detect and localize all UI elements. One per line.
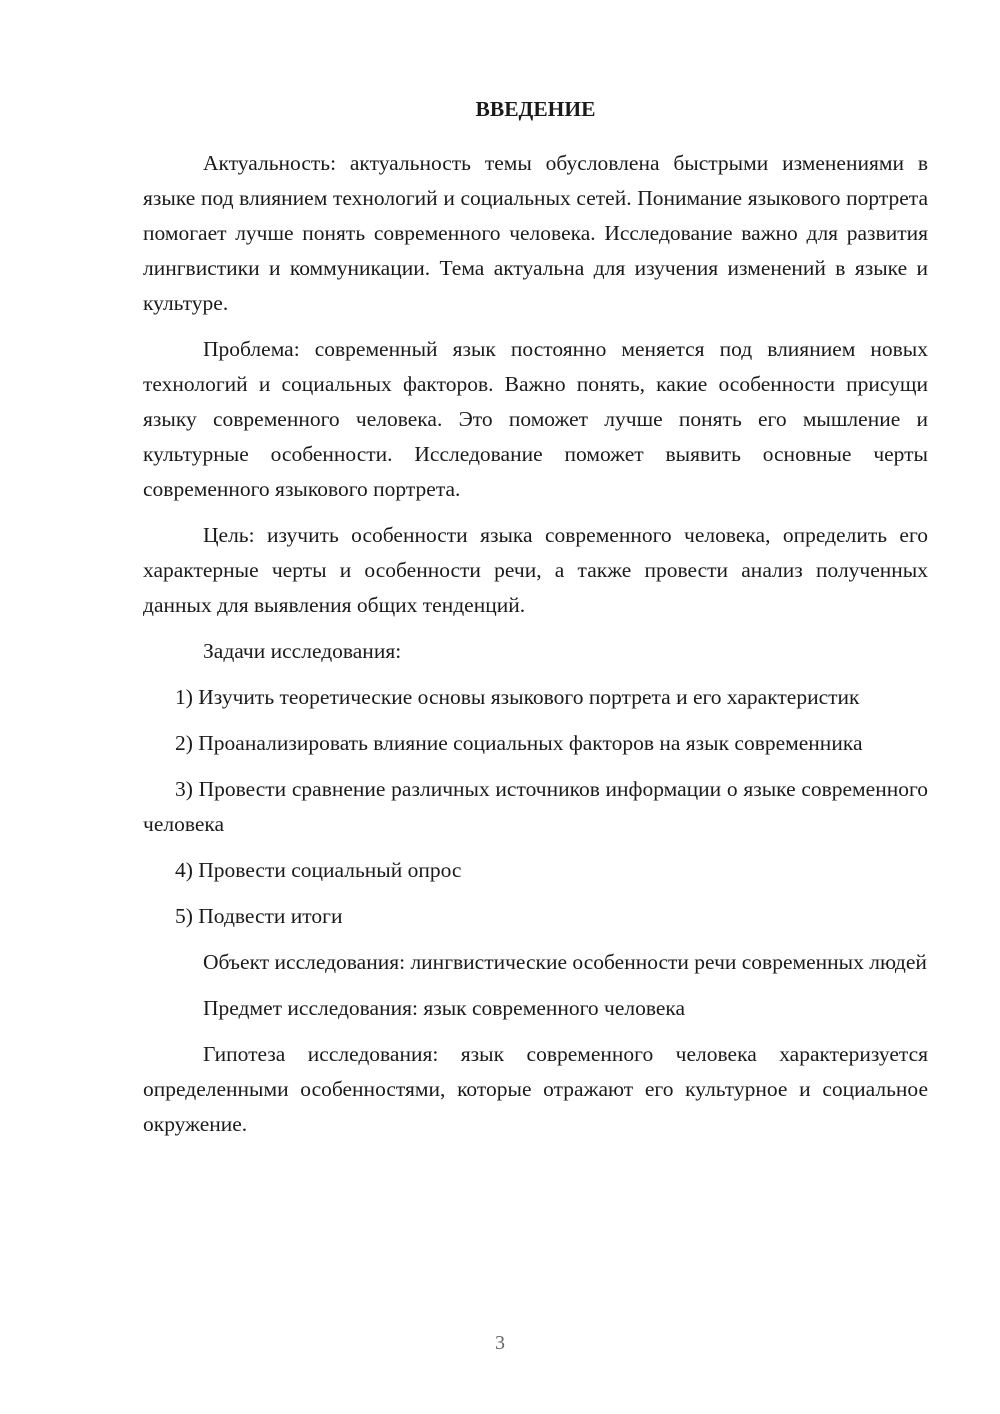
task-item-2: 2) Проанализировать влияние социальных факторов на язык современника xyxy=(175,731,863,755)
paragraph-object: Объект исследования: лингвистические особенности речи современных людей xyxy=(203,950,927,974)
task-item-5: 5) Подвести итоги xyxy=(175,904,343,928)
task-item-4: 4) Провести социальный опрос xyxy=(175,858,462,882)
tasks-heading: Задачи исследования: xyxy=(203,639,402,663)
paragraph-goal: Цель: изучить особенности языка современного человека, определить его характерные черты и особенности речи, а также провести анализ полученных данных для выявления общих тенденций. xyxy=(143,523,928,617)
page-number: 3 xyxy=(495,1332,505,1354)
paragraph-problem: Проблема: современный язык постоянно меняется под влиянием новых технологий и социальных факторов. Важно понять, какие особенности присущи языку современного человека. Это поможет лучше понять его мышление и культурные особенности. Исследование поможет выявить основные черты современного языкового портрета. xyxy=(143,337,928,501)
paragraph-subject: Предмет исследования: язык современного человека xyxy=(203,996,686,1020)
task-item-1: 1) Изучить теоретические основы языкового портрета и его характеристик xyxy=(175,685,860,709)
paragraph-relevance: Актуальность: актуальность темы обусловлена быстрыми изменениями в языке под влиянием технологий и социальных сетей. Понимание языкового портрета помогает лучше понять современного человека. Исследование важно для развития лингвистики и коммуникации. Тема актуальна для изучения изменений в языке и культуре. xyxy=(143,151,928,315)
paragraph-hypothesis: Гипотеза исследования: язык современного человека характеризуется определенными особенностями, которые отражают его культурное и социальное окружение. xyxy=(143,1042,928,1136)
document-page xyxy=(143,92,928,1153)
task-item-3: 3) Провести сравнение различных источников информации о языке современного человека xyxy=(143,777,928,836)
section-title: ВВЕДЕНИЕ xyxy=(475,97,596,121)
